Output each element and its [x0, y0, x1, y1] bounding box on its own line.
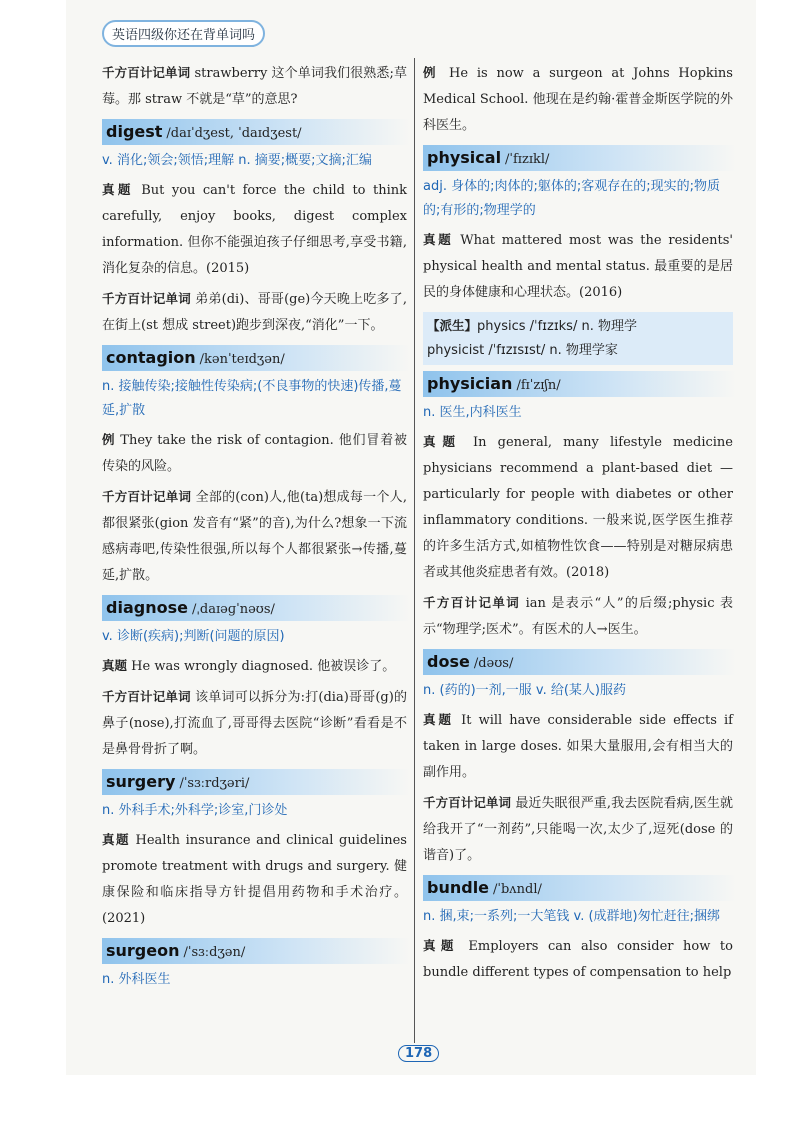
mnemonic: [102, 286, 407, 339]
definition: n. 外科医生: [102, 972, 171, 987]
definition: v. 诊断(疾病);判断(问题的原因): [102, 629, 285, 644]
exam-text: It will have considerable side effects if taken in large doses. 如果大量服用,会有相当大的副作用。: [423, 713, 733, 780]
pronunciation: /dəʊs/: [473, 656, 514, 671]
definition: n. 接触传染;接触性传染病;(不良事物的快速)传播,蔓延,扩散: [102, 379, 402, 418]
mnemonic-text: strawberry 这个单词我们很熟悉;草莓。那 straw 不就是“草”的意思?: [102, 66, 407, 107]
mnemonic-text: 最近失眠很严重,我去医院看病,医生就给我开了“一剂药”,只能喝一次,太少了,逗死(dose 的谐音)了。: [423, 796, 733, 863]
exam-text: Employers can also consider how to bundle different types of compensation to help: [423, 939, 733, 980]
mnemonic-label: 千方百计记单词: [102, 689, 191, 704]
exam-sentence: [102, 653, 407, 680]
entry-dose: [423, 649, 736, 675]
definition: n. 外科手术;外科学;诊室,门诊处: [102, 803, 288, 818]
headword: bundle: [427, 878, 490, 897]
left-column: [102, 60, 407, 996]
book-title-header: 英语四级你还在背单词吗: [102, 20, 265, 47]
entry-surgeon: [102, 938, 410, 964]
entry-physician: [423, 371, 736, 397]
example-sentence: [102, 427, 407, 480]
example-label: 例: [423, 65, 441, 80]
headword: physician: [427, 374, 513, 393]
mnemonic: [423, 590, 733, 643]
pronunciation: /kənˈteɪdʒən/: [199, 352, 285, 367]
exam-text: Health insurance and clinical guidelines promote treatment with drugs and surgery. 健康保险和临床指导方针提倡用药物和手术治疗。(2021): [102, 833, 407, 926]
mnemonic-label: 千方百计记单词: [102, 65, 191, 80]
entry-bundle: [423, 875, 736, 901]
pronunciation: /ˈbʌndl/: [493, 882, 542, 897]
mnemonic: [102, 684, 407, 763]
exam-label: 真题: [102, 182, 134, 197]
headword: diagnose: [106, 598, 188, 617]
mnemonic: [102, 484, 407, 589]
definition: adj. 身体的;肉体的;躯体的;客观存在的;现实的;物质的;有形的;物理学的: [423, 179, 720, 218]
pronunciation: /ˈsɜːrdʒəri/: [179, 776, 250, 791]
exam-text: He was wrongly diagnosed. 他被误诊了。: [131, 659, 396, 674]
example-text: They take the risk of contagion. 他们冒着被传染的风险。: [102, 433, 407, 474]
exam-label: 真题: [423, 938, 459, 953]
derived-word: [427, 314, 729, 339]
example-sentence: [423, 60, 733, 139]
exam-sentence: [102, 177, 407, 282]
exam-sentence: [423, 429, 733, 586]
mnemonic: [423, 790, 733, 869]
entry-surgery: [102, 769, 410, 795]
page-number: 178: [398, 1045, 439, 1062]
entry-diagnose: [102, 595, 410, 621]
exam-label: 真题: [423, 712, 454, 727]
headword: physical: [427, 148, 502, 167]
derived-words: [423, 312, 733, 365]
exam-text: In general, many lifestyle medicine physicians recommend a plant-based diet — particularly for people with diabetes or other inflammatory conditions. 一般来说,医学医生推荐的许多生活方式,如植物性饮食——特别是对糖尿病患者或其他炎症患者有效。(2018): [423, 435, 733, 580]
column-divider: [414, 58, 415, 1043]
headword: surgery: [106, 772, 176, 791]
exam-text: What mattered most was the residents' physical health and mental status. 最重要的是居民的身体健康和心理状态。(2016): [423, 233, 733, 300]
exam-sentence: [423, 227, 733, 306]
headword: dose: [427, 652, 470, 671]
headword: digest: [106, 122, 163, 141]
mnemonic-text: 全部的(con)人,他(ta)想成每一个人,都很紧张(gion 发音有“紧”的音),为什么?想象一下流感病毒吧,传染性很强,所以每个人都很紧张→传播,蔓延,扩散。: [102, 490, 407, 583]
exam-label: 真题: [102, 658, 128, 673]
exam-label: 真题: [423, 434, 462, 449]
mnemonic-text: ian 是表示“人”的后缀;physic 表示“物理学;医术”。有医术的人→医生。: [423, 596, 733, 637]
right-column: [423, 60, 733, 990]
mnemonic-strawberry: [102, 60, 407, 113]
headword: contagion: [106, 348, 196, 367]
mnemonic-label: 千方百计记单词: [102, 489, 192, 504]
mnemonic-text: 弟弟(di)、哥哥(ge)今天晚上吃多了,在街上(st 想成 street)跑步到深夜,“消化”一下。: [102, 292, 407, 333]
exam-label: 真题: [423, 232, 454, 247]
pronunciation: /ˈsɜːdʒən/: [183, 945, 246, 960]
entry-digest: [102, 119, 410, 145]
headword: surgeon: [106, 941, 180, 960]
mnemonic-label: 千方百计记单词: [423, 595, 521, 610]
example-label: 例: [102, 432, 116, 447]
pronunciation: /ˌdaɪəɡˈnəʊs/: [191, 602, 275, 617]
pronunciation: /daɪˈdʒest, ˈdaɪdʒest/: [166, 126, 302, 141]
exam-text: But you can't force the child to think carefully, enjoy books, digest complex information. 但你不能强迫孩子仔细思考,享受书籍,消化复杂的信息。(2015): [102, 183, 407, 276]
mnemonic-text: 该单词可以拆分为:打(dia)哥哥(g)的鼻子(nose),打流血了,哥哥得去医院“诊断”看看是不是鼻骨骨折了啊。: [102, 690, 407, 757]
definition: n. 医生,内科医生: [423, 405, 522, 420]
entry-contagion: [102, 345, 410, 371]
exam-sentence: [423, 707, 733, 786]
example-text: He is now a surgeon at Johns Hopkins Medical School. 他现在是约翰·霍普金斯医学院的外科医生。: [423, 66, 733, 133]
definition: n. 捆,束;一系列;一大笔钱 v. (成群地)匆忙赶往;捆绑: [423, 909, 721, 924]
derived-word: physicist /ˈfɪzɪsɪst/ n. 物理学家: [427, 343, 618, 358]
mnemonic-label: 千方百计记单词: [102, 291, 191, 306]
pronunciation: /fɪˈzɪʃn/: [516, 378, 561, 393]
derived-label: 【派生】: [427, 318, 478, 333]
exam-sentence: [423, 933, 733, 986]
exam-label: 真题: [102, 832, 130, 847]
entry-physical: [423, 145, 736, 171]
exam-sentence: [102, 827, 407, 932]
definition: v. 消化;领会;领悟;理解 n. 摘要;概要;文摘;汇编: [102, 153, 372, 168]
definition: n. (药的)一剂,一服 v. 给(某人)服药: [423, 683, 627, 698]
mnemonic-label: 千方百计记单词: [423, 795, 512, 810]
derived-text: physics /ˈfɪzɪks/ n. 物理学: [477, 319, 637, 334]
pronunciation: /ˈfɪzɪkl/: [505, 152, 550, 167]
